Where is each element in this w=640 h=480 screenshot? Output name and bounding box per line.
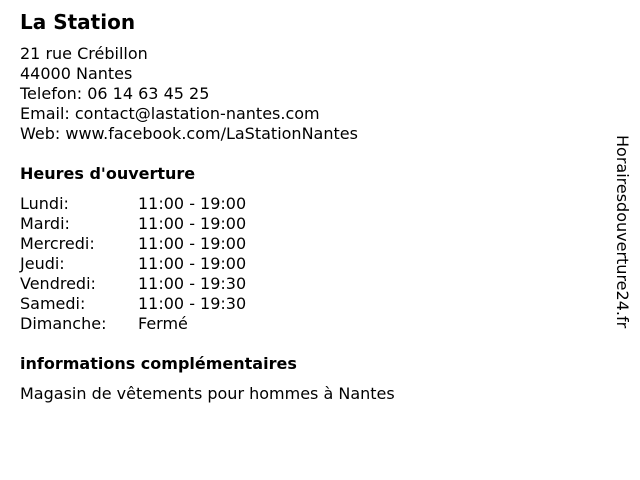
site-watermark: Horairesdouverture24.fr xyxy=(613,135,632,329)
hours-row xyxy=(20,194,340,214)
city-address: 44000 Nantes xyxy=(20,64,133,83)
business-description: Magasin de vêtements pour hommes à Nantes xyxy=(20,384,395,403)
opening-time: 11:00 - 19:00 xyxy=(138,254,247,273)
hours-row xyxy=(20,314,340,334)
opening-time: 11:00 - 19:00 xyxy=(138,194,247,213)
contact-block xyxy=(20,44,358,144)
opening-time: 11:00 - 19:00 xyxy=(138,234,247,253)
weekday-label: Mardi: xyxy=(20,214,70,233)
opening-time: Fermé xyxy=(138,314,188,333)
weekday-label: Lundi: xyxy=(20,194,69,213)
business-title: La Station xyxy=(20,10,136,34)
website-address: Web: www.facebook.com/LaStationNantes xyxy=(20,124,358,143)
street-address: 21 rue Crébillon xyxy=(20,44,148,63)
opening-time: 11:00 - 19:30 xyxy=(138,294,247,313)
hours-row xyxy=(20,274,340,294)
weekday-label: Samedi: xyxy=(20,294,86,313)
hours-row xyxy=(20,214,340,234)
opening-time: 11:00 - 19:30 xyxy=(138,274,247,293)
weekday-label: Mercredi: xyxy=(20,234,95,253)
hours-row xyxy=(20,294,340,314)
hours-row xyxy=(20,254,340,274)
weekday-label: Jeudi: xyxy=(20,254,65,273)
opening-hours-table xyxy=(20,194,340,334)
weekday-label: Dimanche: xyxy=(20,314,107,333)
additional-info-heading: informations complémentaires xyxy=(20,354,297,373)
hours-row xyxy=(20,234,340,254)
weekday-label: Vendredi: xyxy=(20,274,96,293)
opening-hours-heading: Heures d'ouverture xyxy=(20,164,196,183)
email-address: Email: contact@lastation-nantes.com xyxy=(20,104,320,123)
phone-number: Telefon: 06 14 63 45 25 xyxy=(20,84,210,103)
opening-time: 11:00 - 19:00 xyxy=(138,214,247,233)
